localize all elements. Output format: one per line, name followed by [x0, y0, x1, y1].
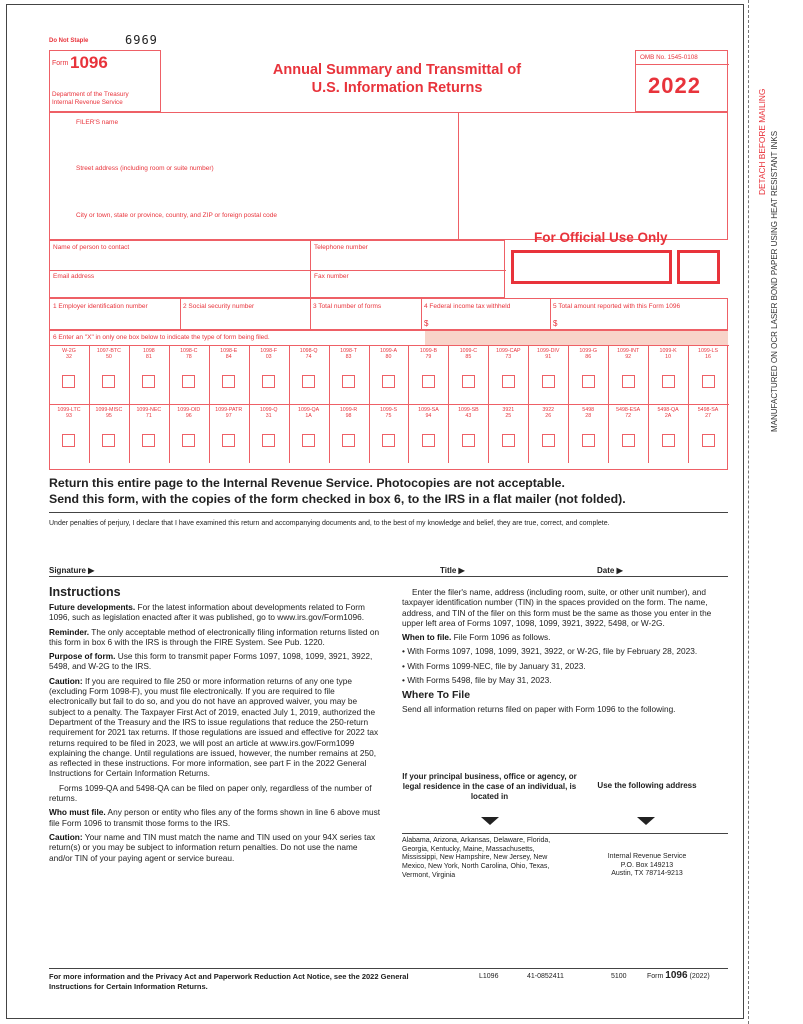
form-type-checkbox-1099-div[interactable] [542, 375, 555, 388]
official-use-label: For Official Use Only [534, 230, 668, 245]
purpose-of-form: Purpose of form. Use this form to transmit paper Forms 1097, 1098, 1099, 3921, 3922, 5498, and W-2G to the IRS. [49, 651, 373, 672]
form-type-label: 1098-E 84 [220, 348, 238, 361]
return-notice [49, 475, 626, 507]
form-type-checkbox-1099-sb[interactable] [462, 434, 475, 447]
where-text: Send all information returns filed on paper with Form 1096 to the following. [402, 704, 676, 715]
reminder: Reminder. The only acceptable method of electronically filing information returns listed on this form in box 6 with the IRS is through the FIRE System. See Pub. 1220. [49, 626, 380, 647]
form-type-label: 1099-LS 16 [698, 348, 719, 361]
form-type-label: 1099-PATR 97 [215, 407, 243, 420]
instructions-left [49, 585, 382, 867]
form-type-checkbox-1099-cap[interactable] [502, 375, 515, 388]
box4-label: 4 Federal income tax withheld [424, 303, 511, 310]
box1-ein-input[interactable] [51, 310, 177, 328]
form-type-checkbox-1099-q[interactable] [262, 434, 275, 447]
states-list: Alabama, Arizona, Arkansas, Delaware, Florida, Georgia, Kentucky, Maine, Massachusetts, Mississippi, New Hampshire, New Jersey, New Mexico, New York, North Carolina, Ohio, Texas, Vermont, Virginia [402, 837, 551, 879]
title-input[interactable] [467, 561, 592, 575]
form-type-label: W-2G 32 [62, 348, 76, 361]
form-type-label: 5498 28 [582, 407, 595, 420]
box5-label: 5 Total amount reported with this Form 1096 [553, 303, 681, 310]
form-type-label: 1099-LTC 93 [57, 407, 81, 420]
form-type-label: 5498-ESA 72 [616, 407, 641, 420]
form-type-label: 1099-SB 43 [458, 407, 479, 420]
form-word: Form [52, 60, 69, 67]
footer-code3: 5100 [611, 973, 627, 980]
form-type-checkbox-1099-a[interactable] [382, 375, 395, 388]
footer-form-ref: Form 1096 (2022) [647, 970, 710, 981]
omb-number: OMB No. 1545-0108 [640, 54, 698, 61]
form-type-label: 1099-QA 1A [298, 407, 320, 420]
telephone-label: Telephone number [314, 244, 368, 251]
date-label: Date ▶ [597, 566, 623, 575]
footer-notice: For more information and the Privacy Act and Paperwork Reduction Act Notice, see the 2022 General Instructions for Certain Information Returns. [49, 972, 409, 991]
signature-label: Signature ▶ [49, 566, 95, 575]
form-type-label: 1098-C 78 [180, 348, 198, 361]
form-type-checkbox-1098-e[interactable] [222, 375, 235, 388]
form-type-label: 5498-SA 27 [697, 407, 719, 420]
when-2: • With Forms 1099-NEC, file by January 31, 2023. [402, 660, 586, 671]
form-type-checkbox-5498-qa[interactable] [662, 434, 675, 447]
form-type-label: 1099-OID 96 [177, 407, 201, 420]
omb-year-box [635, 50, 728, 112]
where-col1-head: If your principal business, office or agency, or legal residence in the case of an individual, is located in [402, 772, 577, 801]
filer-input-area[interactable] [52, 123, 452, 233]
form-type-label: 1099-MISC 95 [95, 407, 123, 420]
form-type-checkbox-1098-c[interactable] [182, 375, 195, 388]
dept-treasury: Department of the Treasury [52, 91, 129, 98]
instructions-right [402, 587, 728, 719]
form-type-checkbox-1099-b[interactable] [422, 375, 435, 388]
date-input[interactable] [632, 561, 727, 575]
form-type-label: 1099-NEC 71 [136, 407, 162, 420]
irs-label: Internal Revenue Service [52, 99, 123, 106]
form-type-label: 1098-T 83 [340, 348, 357, 361]
form-type-label: 5498-QA 2A [657, 407, 679, 420]
detach-line [748, 0, 749, 1024]
form-type-checkbox-1098-q[interactable] [302, 375, 315, 388]
form-type-label: 1099-INT 92 [617, 348, 640, 361]
form-type-checkbox-1099-k[interactable] [662, 375, 675, 388]
tax-year: 2022 [648, 73, 701, 98]
box5-dollar: $ [553, 319, 558, 328]
form-type-checkbox-3922[interactable] [542, 434, 555, 447]
form-type-checkbox-3921[interactable] [502, 434, 515, 447]
form-type-checkbox-1098-f[interactable] [262, 375, 275, 388]
do-not-staple: Do Not Staple [49, 38, 89, 44]
form-type-checkbox-1099-g[interactable] [582, 375, 595, 388]
title-field-label: Title ▶ [440, 566, 465, 575]
form-type-checkbox-1099-ltc[interactable] [62, 434, 75, 447]
when-1: • With Forms 1097, 1098, 1099, 3921, 3922, or W-2G, file by February 28, 2023. [402, 646, 698, 657]
filer-entry-note: Enter the filer's name, address (including room, suite, or other unit number), and taxpayer identification number (TIN) in the spaces provided on the form. The name, address, and TIN of the filer on this form must be the same as those you enter in the upper left area of Forms 1097, 1098, 1099, 3921, 3922, 5498, or W-2G. [402, 587, 712, 628]
future-developments: Future developments. For the latest information about developments related to Form 1096, such as legislation enacted after it was published, go to www.irs.gov/Form1096. [49, 602, 365, 623]
form-sheet [6, 4, 744, 1019]
box5-amount-input[interactable] [558, 310, 726, 328]
email-label: Email address [53, 273, 95, 280]
form-type-checkbox-5498-esa[interactable] [622, 434, 635, 447]
form-type-checkbox-1098[interactable] [142, 375, 155, 388]
who-must-file: Who must file. Any person or entity who files any of the forms shown in line 6 above must file Form 1096 to transmit those forms to the IRS. [49, 807, 381, 828]
footer-code1: L1096 [479, 973, 499, 980]
return-notice-line1: Return this entire page to the Internal Revenue Service. Photocopies are not acceptable. [49, 476, 565, 490]
form-type-checkbox-1099-int[interactable] [622, 375, 635, 388]
form-type-label: 1099-K 10 [659, 348, 677, 361]
where-col2-head: Use the following address [597, 781, 697, 790]
box3-label: 3 Total number of forms [313, 303, 382, 310]
form-type-checkbox-1099-patr[interactable] [222, 434, 235, 447]
contact-person-input[interactable] [51, 253, 306, 268]
official-use-ocr-block-2 [677, 250, 720, 284]
city-label: City or town, state or province, country, and ZIP or foreign postal code [76, 212, 277, 219]
form-type-label: 1099-Q 31 [259, 407, 278, 420]
caution-electronic: Caution: If you are required to file 250 or more information returns of any one type (excluding Form 1098-F), you must file electronically. If you are required to file electronically but fail to do so, and you do not have an approved waiver, you may be subject to a penalty. The Taxpayer First Act of 2019, enacted July 1, 2019, authorized the Department of the Treasury and the IRS to issue regulations that reduce the 250-return requirement for 2021 tax returns. If those regulations are issued and effective for 2022 tax returns required to be filed in 2023, we will post an article at www.irs.gov/Form1099 explaining the change. Until regulations are issued, however, the number remains at 250, as reflected in these instructions. For more information, see part F in the 2022 General Instructions for Certain Information Returns. [49, 675, 379, 779]
arrow-down-icon [637, 817, 655, 825]
form-type-checkbox-1099-sa[interactable] [422, 434, 435, 447]
form-type-checkbox-1099-nec[interactable] [142, 434, 155, 447]
form-type-label: 1099-C 85 [459, 348, 478, 361]
manufactured-label: MANUFACTURED ON OCR LASER BOND PAPER USING HEAT RESISTANT INKS [770, 130, 779, 432]
when-3: • With Forms 5498, file by May 31, 2023. [402, 675, 552, 686]
fax-input[interactable] [312, 282, 502, 297]
form-type-checkbox-5498[interactable] [582, 434, 595, 447]
form-type-label: 1099-G 86 [579, 348, 598, 361]
footer-code2: 41-0852411 [527, 973, 564, 980]
form-type-label: 1098 81 [142, 348, 155, 361]
form-type-label: 1099-DIV 91 [537, 348, 560, 361]
email-input[interactable] [51, 282, 306, 297]
detach-label: DETACH BEFORE MAILING [757, 88, 767, 195]
form-type-checkbox-1099-s[interactable] [382, 434, 395, 447]
box4-dollar: $ [424, 319, 429, 328]
form-type-checkbox-1099-misc[interactable] [102, 434, 115, 447]
box4-withheld-input[interactable] [429, 310, 547, 328]
form-type-checkbox-1097-btc[interactable] [102, 375, 115, 388]
form-type-label: 1099-R 98 [339, 407, 358, 420]
when-to-file: When to file. File Form 1096 as follows. [402, 632, 551, 643]
form-type-checkbox-1099-r[interactable] [342, 434, 355, 447]
signature-input[interactable] [107, 561, 432, 575]
form-type-label: 1099-S 75 [379, 407, 398, 420]
irs-address: Internal Revenue Service P.O. Box 149213 Austin, TX 78714-9213 [607, 853, 687, 878]
return-notice-line2: Send this form, with the copies of the form checked in box 6, to the IRS in a flat mailer (not folded). [49, 492, 626, 506]
contact-person-label: Name of person to contact [53, 244, 130, 251]
street-label: Street address (including room or suite number) [76, 165, 214, 172]
form-type-checkbox-1099-oid[interactable] [182, 434, 195, 447]
form-type-label: 3921 25 [502, 407, 515, 420]
official-use-ocr-block [511, 250, 672, 284]
form-type-label: 1099-A 80 [379, 348, 398, 361]
form-type-checkbox-1099-ls[interactable] [702, 375, 715, 388]
arrow-down-icon [481, 817, 499, 825]
instructions-heading: Instructions [49, 585, 121, 599]
caution-tin: Caution: Your name and TIN must match the name and TIN used on your 94X series tax return(s) or you may be subject to information return penalties. Do not use the name and/or TIN of your paying agent or service bureau. [49, 831, 376, 863]
telephone-input[interactable] [312, 253, 502, 268]
perjury-statement: Under penalties of perjury, I declare that I have examined this return and accompanying documents and, to the best of my knowledge and belief, they are true, correct, and complete. [49, 520, 610, 527]
where-to-file-heading: Where To File [402, 689, 471, 702]
box6-label: 6 Enter an "X" in only one box below to indicate the type of form being filed. [53, 334, 270, 341]
filer-name-label: FILER'S name [76, 119, 119, 126]
form-type-label: 3922 26 [542, 407, 555, 420]
form-type-checkbox-1099-qa[interactable] [302, 434, 315, 447]
form-type-label: 1098-F 03 [260, 348, 278, 361]
box3-total-forms-input[interactable] [311, 310, 418, 328]
fax-label: Fax number [314, 273, 349, 280]
form-type-checkbox-1099-c[interactable] [462, 375, 475, 388]
form-type-checkbox-w-2g[interactable] [62, 375, 75, 388]
box1-label: 1 Employer identification number [53, 303, 148, 310]
form-type-label: 1097-BTC 50 [96, 348, 121, 361]
form-type-label: 1099-CAP 73 [496, 348, 521, 361]
form-type-checkbox-1098-t[interactable] [342, 375, 355, 388]
form-type-checkbox-5498-sa[interactable] [702, 434, 715, 447]
form-code: 6969 [125, 33, 158, 47]
box2-label: 2 Social security number [183, 303, 255, 310]
form-type-label: 1098-Q 74 [299, 348, 318, 361]
box2-ssn-input[interactable] [181, 310, 307, 328]
title-line2: U.S. Information Returns [311, 80, 483, 96]
form-number: 1096 [70, 53, 108, 72]
form-type-label: 1099-B 79 [419, 348, 437, 361]
qa-paper-note: Forms 1099-QA and 5498-QA can be filed on paper only, regardless of the number of returns. [49, 782, 372, 804]
form-type-label: 1099-SA 94 [418, 407, 439, 420]
title-line1: Annual Summary and Transmittal of [272, 62, 522, 78]
form-title [167, 61, 627, 97]
form-id-box [49, 50, 161, 112]
